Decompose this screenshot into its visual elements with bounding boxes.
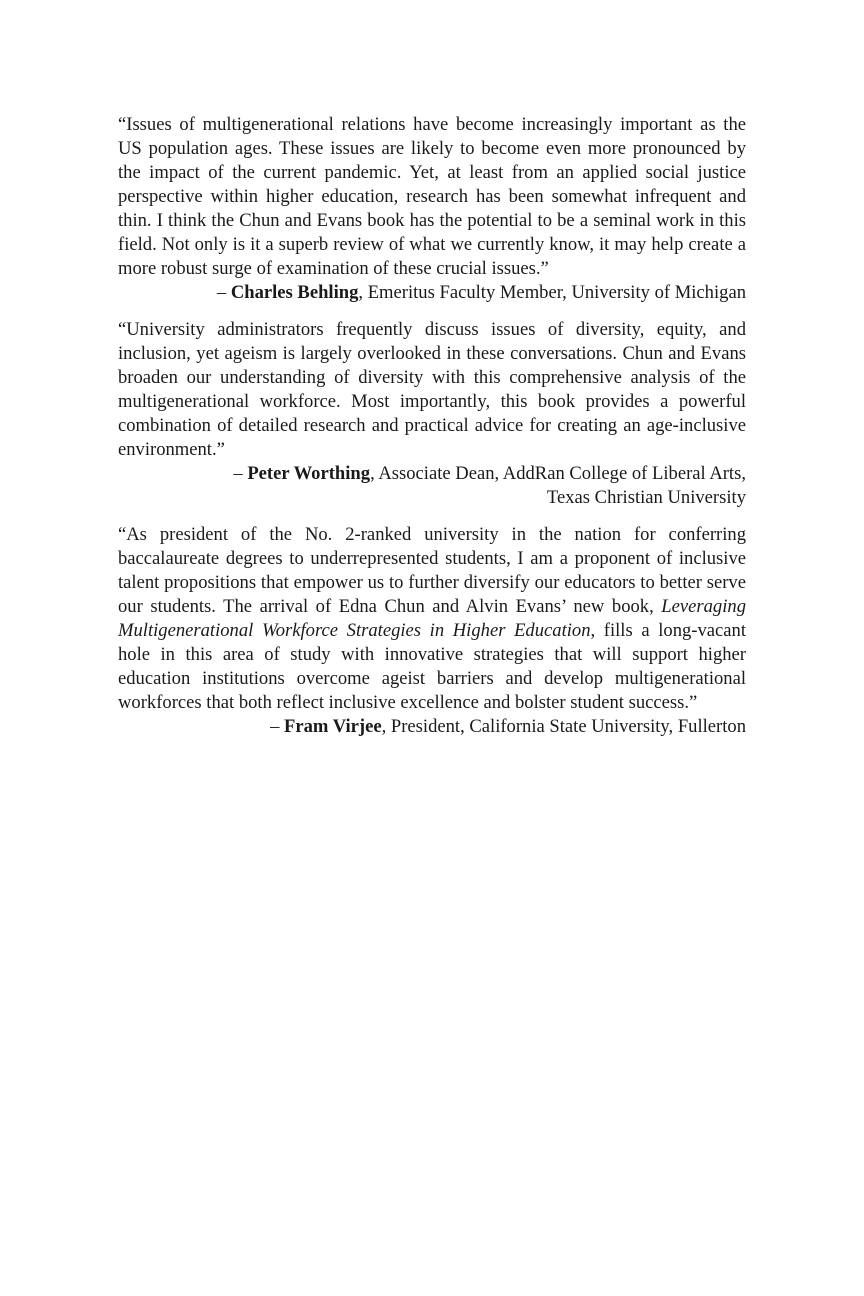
endorsement-behling — [118, 113, 746, 305]
endorser-affiliation: , Emeritus Faculty Member, University of Michigan — [358, 282, 746, 303]
endorser-affiliation: , Associate Dean, AddRan College of Liberal Arts, — [370, 463, 746, 484]
attribution-dash: – — [270, 716, 285, 737]
endorsement-attribution — [118, 462, 746, 486]
endorser-name: Peter Worthing — [247, 463, 371, 484]
book-title: Leveraging Multigenerational Workforce Strategies in Higher Education — [118, 596, 746, 641]
endorsement-quote: “University administrators frequently discuss issues of diversity, equity, and inclusion, yet ageism is largely overlooked in these conversations. Chun and Evans broaden our understanding of diversity with this comprehensive analysis of the multigenerational workforce. Most importantly, this book provides a powerful combination of detailed research and practical advice for creating an age-inclusive environment.” — [118, 319, 746, 460]
endorser-institution: Texas Christian University — [546, 487, 746, 508]
endorsement-quote — [118, 523, 746, 715]
endorser-name: Charles Behling — [230, 282, 359, 303]
endorsements-page — [118, 113, 746, 752]
endorsement-quote: “Issues of multigenerational relations have become increasingly important as the US population ages. These issues are likely to become even more pronounced by the impact of the current pandemic. Yet, at least from an applied social justice perspective within higher education, research has been somewhat infrequent and thin. I think the Chun and Evans book has the potential to be a seminal work in this field. Not only is it a superb review of what we currently know, it may help create a more robust surge of examination of these crucial issues.” — [118, 114, 746, 279]
endorsement-attribution — [118, 281, 746, 305]
endorsement-worthing — [118, 318, 746, 510]
endorser-affiliation: , President, California State University, Fullerton — [381, 716, 746, 737]
endorsement-virjee — [118, 523, 746, 739]
quote-text-before-title: “As president of the No. 2-ranked university in the nation for conferring baccalaureate degrees to underrepresented students, I am a proponent of inclusive talent propositions that empower us to further diversify our educators to better serve our students. The arrival of Edna Chun and Alvin Evans’ new book, — [118, 524, 746, 617]
quote-text-after-title: , fills a long-vacant hole in this area of study with innovative strategies that will support higher education institutions overcome ageist barriers and develop multigenerational workforces that both reflect inclusive excellence and bolster student success.” — [118, 620, 746, 713]
attribution-dash: – — [233, 463, 248, 484]
attribution-dash: – — [216, 282, 231, 303]
endorser-name: Fram Virjee — [284, 716, 382, 737]
endorsement-attribution — [118, 715, 746, 739]
